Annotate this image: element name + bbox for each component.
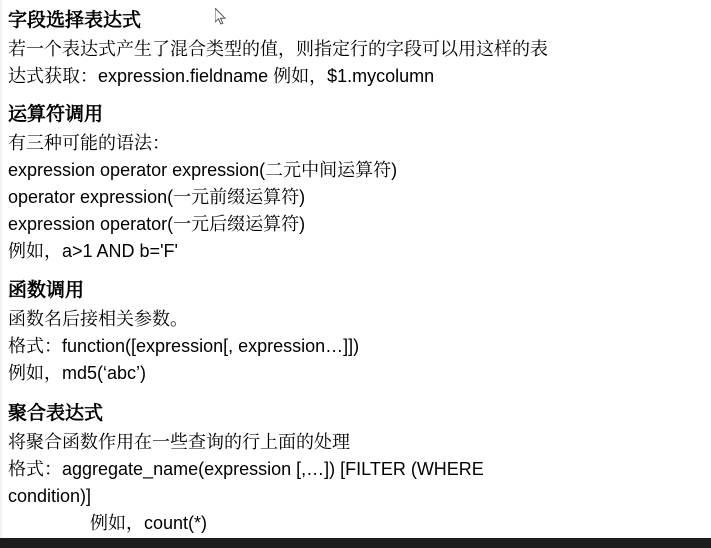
section-line-indented: 例如，count(*) — [90, 513, 208, 533]
section-operator-invocation — [8, 102, 701, 265]
page-edge-shadow — [0, 0, 3, 548]
section-line: condition)] — [8, 486, 92, 506]
section-line: expression operator expression(二元中间运算符) — [8, 160, 398, 180]
bottom-bar-fill — [0, 538, 455, 548]
section-line: 若一个表达式产生了混合类型的值，则指定行的字段可以用这样的表 — [8, 39, 548, 59]
section-line: 格式：aggregate_name(expression [,…]) [FILTER (WHERE — [8, 459, 484, 479]
section-line: 将聚合函数作用在一些查询的行上面的处理 — [8, 432, 350, 452]
section-aggregate-expression — [8, 401, 701, 537]
section-function-call — [8, 278, 701, 387]
section-heading: 函数调用 — [8, 280, 85, 301]
section-line: 函数名后接相关参数。 — [8, 309, 188, 329]
section-line: expression operator(一元后缀运算符) — [8, 214, 306, 234]
section-line: 例如，a>1 AND b='F' — [8, 241, 178, 261]
bottom-bar — [0, 538, 711, 548]
section-line: 有三种可能的语法： — [8, 133, 170, 153]
section-field-selection — [8, 8, 701, 90]
section-line: 格式：function([expression[, expression…]]) — [8, 336, 360, 356]
section-heading: 运算符调用 — [8, 104, 104, 125]
section-heading: 聚合表达式 — [8, 403, 104, 424]
section-heading: 字段选择表达式 — [8, 10, 142, 31]
section-line: 达式获取：expression.fieldname 例如，$1.mycolumn — [8, 66, 435, 86]
section-line: operator expression(一元前缀运算符) — [8, 187, 306, 207]
section-line: 例如，md5(‘abc’) — [8, 363, 147, 383]
